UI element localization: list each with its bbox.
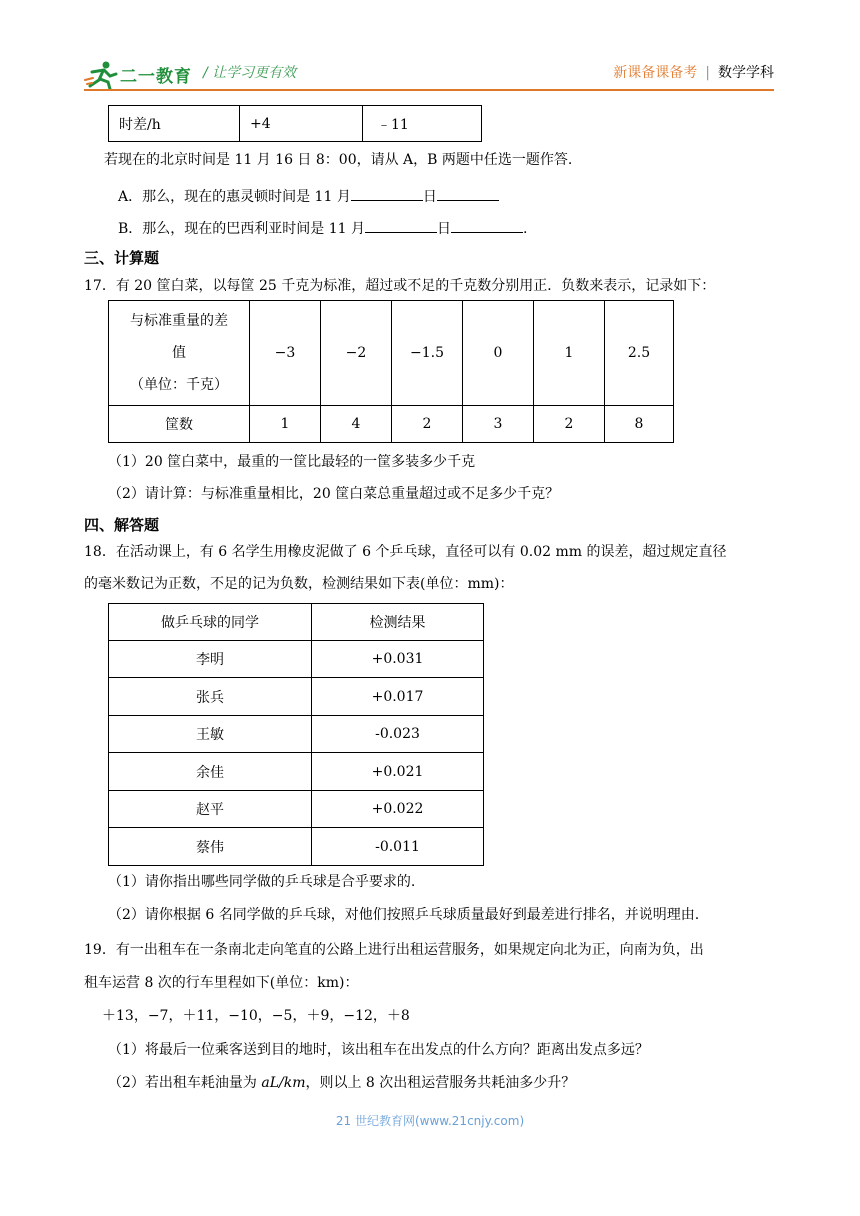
q19-sub1: （1）将最后一位乘客送到目的地时，该出租车在出发点的什么方向？距离出发点多远？ — [108, 1042, 649, 1058]
table-row — [109, 716, 484, 753]
table-row — [109, 753, 484, 791]
q16-intro: 若现在的北京时间是 11 月 16 日 8：00，请从 A，B 两题中任选一题作答. — [104, 152, 573, 168]
test-result: +0.022 — [312, 791, 484, 828]
test-result: +0.017 — [312, 678, 484, 716]
student-name: 赵平 — [109, 791, 312, 828]
basket-count-cell: 4 — [321, 406, 392, 443]
q19-distances: ＋13，−7，＋11，−10，−5，＋9，−12，＋8 — [102, 1008, 410, 1024]
q16-b-end: . — [523, 221, 528, 237]
answer-blank — [365, 218, 437, 233]
basket-count-cell: 1 — [250, 406, 321, 443]
test-result: +0.021 — [312, 753, 484, 791]
result-column-header: 检测结果 — [312, 604, 484, 641]
test-result: +0.031 — [312, 641, 484, 678]
header-subject-label: 数学学科 — [718, 65, 774, 81]
weight-diff-cell: −3 — [250, 301, 321, 406]
student-name: 余佳 — [109, 753, 312, 791]
page-footer: 21 世纪教育网(www.21cnjy.com) — [335, 1114, 525, 1128]
q19-sub2 — [108, 1073, 575, 1093]
test-result: -0.023 — [312, 716, 484, 753]
header-subject — [613, 62, 774, 82]
basket-count-cell: 8 — [605, 406, 674, 443]
weight-diff-header-line: 值 — [172, 345, 186, 361]
table-row — [109, 641, 484, 678]
q18-sub2: （2）请你根据 6 名同学做的乒乓球，对他们按照乒乓球质量最好到最差进行排名，并说明理由. — [108, 907, 700, 923]
header-separator: | — [705, 65, 710, 81]
q17-text: 17．有 20 筐白菜，以每筐 25 千克为标准，超过或不足的千克数分别用正．负数来表示，记录如下： — [84, 278, 716, 294]
weight-diff-cell: 2.5 — [605, 301, 674, 406]
answer-blank — [451, 218, 523, 233]
weight-diff-header — [109, 301, 250, 406]
weight-diff-cell: 0 — [463, 301, 534, 406]
time-diff-value: +4 — [240, 106, 363, 142]
table-row — [109, 828, 484, 866]
table-row — [109, 791, 484, 828]
student-name: 蔡伟 — [109, 828, 312, 866]
student-name: 王敏 — [109, 716, 312, 753]
student-name: 张兵 — [109, 678, 312, 716]
answer-blank — [437, 186, 499, 201]
q18-line1: 18．在活动课上，有 6 名学生用橡皮泥做了 6 个乒乓球，直径可以有 0.02 mm 的误差，超过规定直径 — [84, 544, 727, 560]
time-diff-value: ﹣11 — [363, 106, 482, 142]
header-course-label: 新课备课备考 — [613, 65, 698, 81]
weight-diff-cell: −1.5 — [392, 301, 463, 406]
q16-b-text: B．那么，现在的巴西利亚时间是 11 月 — [118, 221, 366, 237]
runner-logo-icon — [84, 60, 118, 90]
q18-line2: 的毫米数记为正数，不足的记为负数，检测结果如下表(单位：mm)： — [84, 576, 514, 592]
q17-sub2: （2）请计算：与标准重量相比，20 筐白菜总重量超过或不足多少千克？ — [108, 486, 560, 502]
ping-pong-table — [108, 603, 484, 866]
student-column-header: 做乒乓球的同学 — [109, 604, 312, 641]
weight-diff-cell: −2 — [321, 301, 392, 406]
basket-count-cell: 2 — [534, 406, 605, 443]
q19-line2: 租车运营 8 次的行车里程如下(单位：km)： — [84, 975, 359, 991]
section-heading-calculation: 三、计算题 — [84, 249, 160, 267]
student-name: 李明 — [109, 641, 312, 678]
cabbage-weight-table — [108, 300, 674, 443]
q19-sub2-prefix: （2）若出租车耗油量为 — [108, 1075, 262, 1091]
q19-fuel-formula: aL/km — [261, 1075, 306, 1091]
section-heading-answer: 四、解答题 — [84, 516, 160, 534]
weight-diff-header-line: 与标准重量的差 — [130, 313, 228, 329]
q19-line1: 19．有一出租车在一条南北走向笔直的公路上进行出租运营服务，如果规定向北为正，向南为负，出 — [84, 942, 704, 958]
test-result: -0.011 — [312, 828, 484, 866]
time-difference-table — [108, 105, 482, 142]
weight-diff-cell: 1 — [534, 301, 605, 406]
answer-blank — [351, 186, 423, 201]
logo-text: 二一教育 — [120, 67, 192, 87]
table-row — [109, 678, 484, 716]
header-slogan: / 让学习更有效 — [203, 65, 297, 81]
q19-sub2-suffix: ，则以上 8 次出租运营服务共耗油多少升？ — [305, 1075, 576, 1091]
q18-sub1: （1）请你指出哪些同学做的乒乓球是合乎要求的. — [108, 874, 416, 890]
q16-a-day: 日 — [422, 189, 437, 205]
q16-b-day: 日 — [437, 221, 452, 237]
basket-count-header: 筐数 — [109, 406, 250, 443]
header-divider — [84, 89, 774, 91]
basket-count-cell: 2 — [392, 406, 463, 443]
weight-diff-header-line: （单位：千克） — [130, 377, 228, 393]
basket-count-cell: 3 — [463, 406, 534, 443]
q16-option-b — [118, 218, 527, 239]
q16-a-text: A．那么，现在的惠灵顿时间是 11 月 — [118, 189, 351, 205]
q17-sub1: （1）20 筐白菜中，最重的一筐比最轻的一筐多装多少千克 — [108, 454, 476, 470]
time-diff-label: 时差/h — [109, 106, 240, 142]
q16-option-a — [118, 186, 499, 207]
